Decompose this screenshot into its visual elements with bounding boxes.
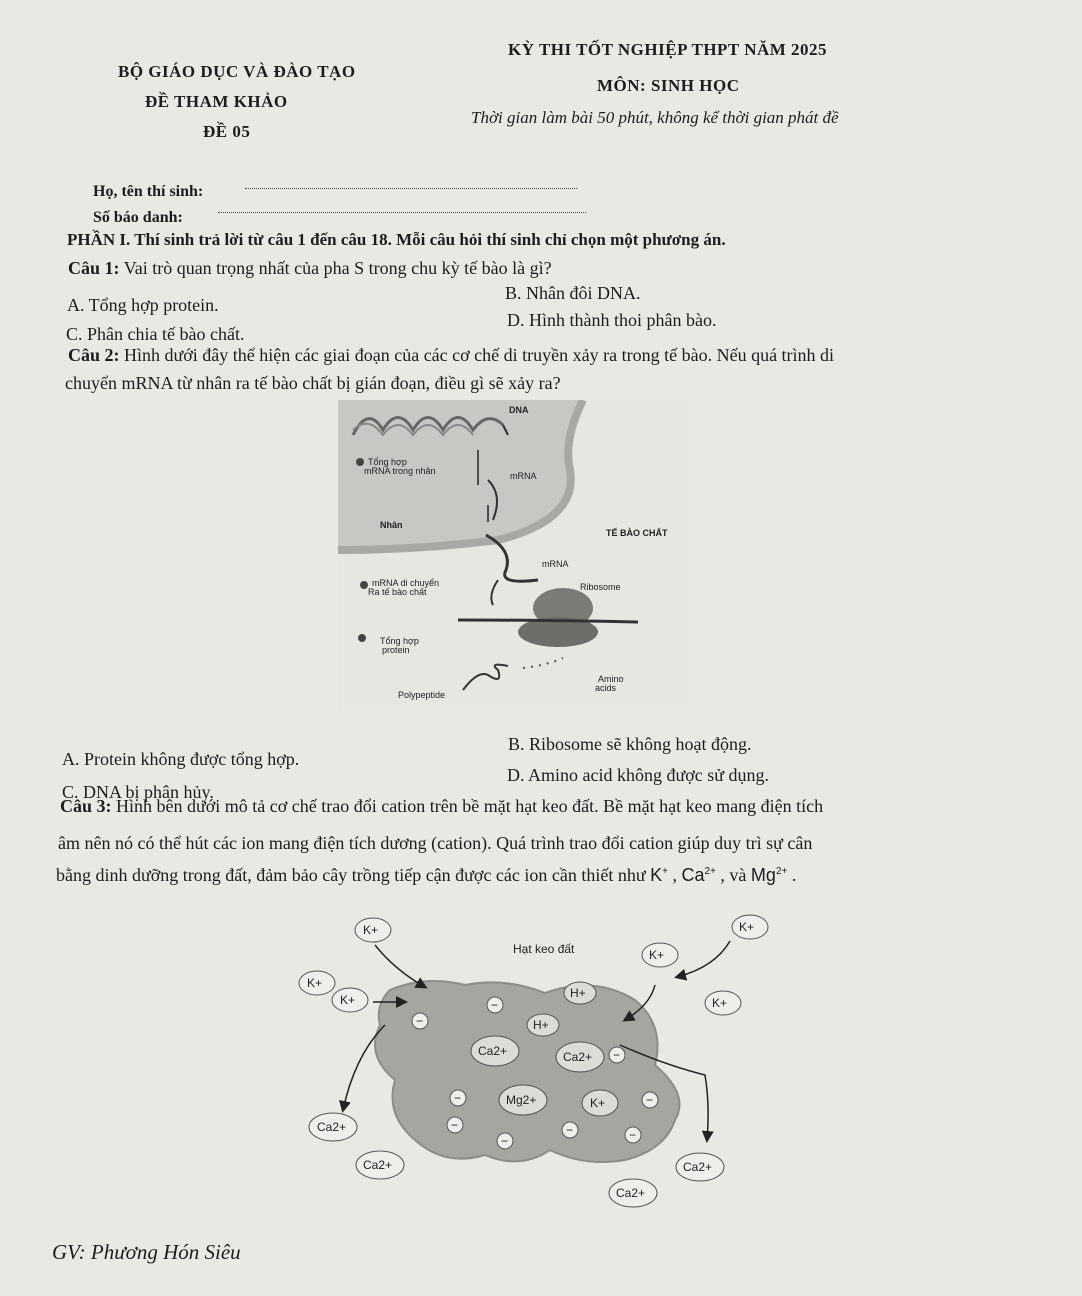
question-3-line3: bằng dinh dưỡng trong đất, đảm bảo cây trồng tiếp cận được các ion cần thiết như K+ , $Ca^{2+}$ , và $Mg^{2+}$ . xyxy=(56,865,797,885)
svg-text:−: − xyxy=(491,998,499,1012)
question-3-line2: âm nên nó có thể hút các ion mang điện tích dương (cation). Quá trình trao đổi cation giúp duy trì sự cân xyxy=(58,833,813,853)
step-2-label-a: mRNA di chuyển xyxy=(372,578,440,588)
exam-type: ĐỀ THAM KHẢO xyxy=(145,92,288,111)
ministry-name: BỘ GIÁO DỤC VÀ ĐÀO TẠO xyxy=(118,62,356,81)
q2-option-b[interactable]: B. Ribosome sẽ không hoạt động. xyxy=(508,734,752,754)
question-3-label: Câu 3: xyxy=(60,796,112,816)
question-2-label: Câu 2: xyxy=(68,345,120,365)
step-2-marker xyxy=(360,581,368,589)
svg-text:K+: K+ xyxy=(340,993,356,1007)
svg-text:Mg2+: Mg2+ xyxy=(506,1093,537,1107)
q1-option-c[interactable]: C. Phân chia tế bào chất. xyxy=(66,324,245,344)
svg-text:K+: K+ xyxy=(590,1096,606,1110)
exam-title: KỲ THI TỐT NGHIỆP THPT NĂM 2025 xyxy=(508,40,828,59)
amino-acids-label-b: acids xyxy=(595,683,617,693)
mrna-label-cytoplasm: mRNA xyxy=(542,559,569,569)
q1-option-d[interactable]: D. Hình thành thoi phân bào. xyxy=(507,310,717,330)
step-1-marker xyxy=(356,458,364,466)
svg-text:K+: K+ xyxy=(363,923,379,937)
svg-text:H+: H+ xyxy=(570,986,586,1000)
svg-text:Ca2+: Ca2+ xyxy=(363,1158,393,1172)
svg-text:K+: K+ xyxy=(739,920,755,934)
ion-magnesium: $Mg^{2+}$ xyxy=(750,865,788,885)
svg-text:−: − xyxy=(646,1093,654,1107)
svg-text:−: − xyxy=(451,1118,459,1132)
svg-text:Ca2+: Ca2+ xyxy=(616,1186,646,1200)
q2-option-c[interactable]: C. DNA bị phân hủy. xyxy=(62,782,214,802)
student-id-label: Số báo danh: xyxy=(93,209,183,226)
svg-text:K+: K+ xyxy=(712,996,728,1010)
part1-heading: PHẦN I. Thí sinh trả lời từ câu 1 đến câu 18. Mỗi câu hỏi thí sinh chỉ chọn một phương án. xyxy=(67,230,726,249)
student-name-field[interactable] xyxy=(245,188,577,189)
svg-text:K+: K+ xyxy=(649,948,665,962)
question-1-text: Vai trò quan trọng nhất của pha S trong chu kỳ tế bào là gì? xyxy=(123,258,552,278)
exam-code: ĐỀ 05 xyxy=(203,122,251,141)
teacher-credit: GV: Phương Hón Siêu xyxy=(52,1240,241,1264)
question-1 xyxy=(68,258,552,279)
svg-text:Ca2+: Ca2+ xyxy=(683,1160,713,1174)
exam-time-note: Thời gian làm bài 50 phút, không kể thời gian phát đề xyxy=(471,108,839,127)
q1-option-b[interactable]: B. Nhân đôi DNA. xyxy=(505,283,641,303)
svg-text:−: − xyxy=(566,1123,574,1137)
question-2-line2: chuyển mRNA từ nhân ra tế bào chất bị gián đoạn, điều gì sẽ xảy ra? xyxy=(65,373,561,393)
svg-text:−: − xyxy=(501,1134,509,1148)
svg-text:H+: H+ xyxy=(533,1018,549,1032)
step-3-marker xyxy=(358,634,366,642)
ribosome-label: Ribosome xyxy=(580,582,621,592)
q2-option-a[interactable]: A. Protein không được tổng hợp. xyxy=(62,749,300,769)
svg-text:−: − xyxy=(629,1128,637,1142)
soil-colloid-figure xyxy=(295,905,790,1215)
step-3-label-a: Tổng hợp xyxy=(380,636,419,646)
step-3-label-b: protein xyxy=(382,645,410,655)
ion-calcium: $Ca^{2+}$ xyxy=(681,865,716,885)
svg-text:−: − xyxy=(454,1091,462,1105)
student-id-field[interactable] xyxy=(218,212,586,213)
svg-text:−: − xyxy=(613,1048,621,1062)
exam-subject: MÔN: SINH HỌC xyxy=(597,76,740,95)
question-3-line1: Câu 3: Hình bên dưới mô tả cơ chế trao đổi cation trên bề mặt hạt keo đất. Bề mặt hạt keo mang điện tích xyxy=(60,796,824,816)
step-2-label-b: Ra tế bào chất xyxy=(368,587,427,597)
svg-text:Ca2+: Ca2+ xyxy=(563,1050,593,1064)
dna-label: DNA xyxy=(509,405,529,415)
svg-text:K+: K+ xyxy=(307,976,323,990)
q1-option-a[interactable]: A. Tổng hợp protein. xyxy=(67,295,219,315)
colloid-title: Hạt keo đất xyxy=(513,942,575,956)
ion-potassium: K+ xyxy=(650,865,668,885)
q2-option-d[interactable]: D. Amino acid không được sử dụng. xyxy=(507,765,770,785)
question-1-label: Câu 1: xyxy=(68,258,120,278)
step-1-label-b: mRNA trong nhân xyxy=(364,466,436,476)
student-name-label: Họ, tên thí sinh: xyxy=(93,183,204,200)
cytoplasm-label: TẾ BÀO CHẤT xyxy=(606,528,668,538)
question-2-line1: Câu 2: Hình dưới đây thể hiện các giai đoạn của các cơ chế di truyền xảy ra trong tế bào. Nếu quá trình di xyxy=(68,345,835,365)
amino-acids-label-a: Amino xyxy=(598,674,624,684)
nucleus-label: Nhân xyxy=(380,520,403,530)
polypeptide-label: Polypeptide xyxy=(398,690,446,700)
genetic-mechanism-figure xyxy=(338,400,688,710)
mrna-label-nucleus: mRNA xyxy=(510,471,537,481)
svg-text:Ca2+: Ca2+ xyxy=(478,1044,508,1058)
step-1-label-a: Tổng hợp xyxy=(368,457,407,467)
svg-text:−: − xyxy=(416,1014,424,1028)
svg-text:Ca2+: Ca2+ xyxy=(317,1120,347,1134)
